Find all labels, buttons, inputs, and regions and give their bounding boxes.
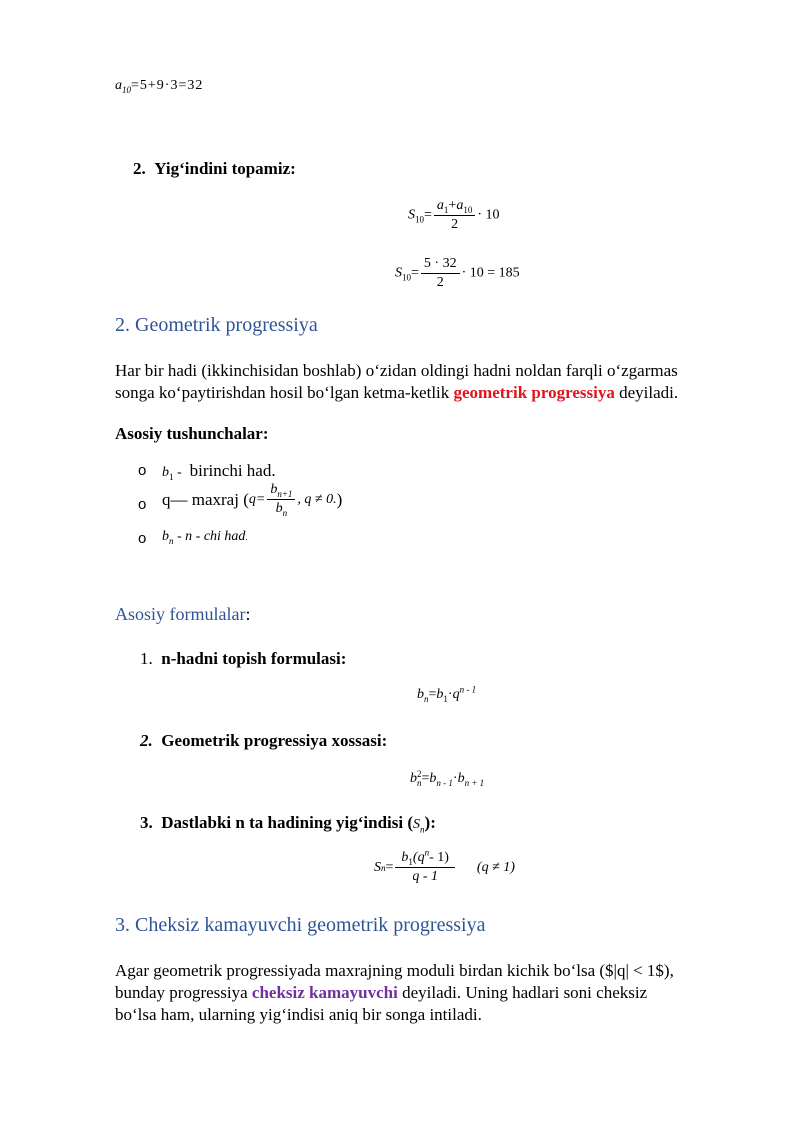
fraction-numerator [434,198,475,216]
formula-symbol: b [436,687,444,702]
property-formula [410,770,484,788]
formula-symbol: b [162,465,169,480]
formula-symbol: S [413,817,421,832]
fraction-denominator: q - 1 [412,869,438,884]
formula-superscript: 2 [417,769,422,779]
formula1-heading [140,648,346,670]
list-number: 3. [140,813,153,832]
formula-symbol: a [436,198,444,213]
formula-subscript: n [417,778,422,788]
formula-operator: · [452,771,458,787]
formula-symbol: S [408,207,415,223]
fraction-numerator [267,482,295,500]
list-number: 2. [140,731,153,750]
fraction [395,847,455,885]
formula-equals: = [424,207,432,223]
fraction-denominator: 2 [436,275,444,290]
formula-symbol: q [452,687,460,702]
formula-title: n-hadni topish formulasi: [161,649,347,668]
formula-dot: . [245,532,248,542]
formula-equals: = [411,265,419,281]
formula-tail: - 1) [429,850,449,865]
formula-condition: (q ≠ 1) [476,859,515,875]
formula-symbol: b [401,850,409,865]
formula-title-close: ): [424,813,436,832]
sum-n-formula: S n = $\frac{b_1(q^n- 1)}{q - 1}$ (q ≠ 1) [374,847,515,884]
fraction [434,198,475,233]
formula-subscript: n + 1 [464,778,485,789]
section3-line-1: Agar geometrik progressiyada maxrajning moduli birdan kichik bo‘lsa ($|q| < 1$), [115,961,674,980]
formulas-title: Asosiy formulalar [115,604,246,624]
formula-symbol: b [270,482,278,497]
formula-tail: · 10 [477,207,500,223]
bullet-item-bn [162,529,248,545]
step2-text: Yig‘indini topamiz: [154,159,296,178]
paragraph-text: deyiladi. Uning hadlari soni cheksiz [397,983,648,1002]
fraction [421,256,460,291]
formula-subscript: 1 [443,693,448,704]
formula-symbol: S [374,859,381,875]
definition-text: songa ko‘paytirishdan hosil bo‘lgan ketma-ketlik [115,383,454,402]
step2-heading [133,158,296,180]
formula-subscript: 10 [122,84,131,95]
formula-subscript: n [420,824,425,835]
formula-subscript: n - 1 [436,778,453,789]
bullet-item-q [162,482,342,517]
formula-subscript: 10 [463,204,473,215]
a10-formula [115,78,203,94]
fraction-denominator [276,500,288,517]
paragraph-text: bunday progressiya [115,983,252,1002]
formula-symbol: b [410,771,417,787]
formula-symbol: b [275,501,283,516]
formula-subscript: 10 [402,272,411,283]
formula-lhs: q= [248,491,266,507]
formula3-heading [140,812,436,836]
formula-tail: · 10 = 185 [461,265,520,281]
formula-symbol: b [162,529,169,544]
formula-subscript: n [169,535,174,546]
section3-line-2 [115,982,647,1004]
definition-text: deyiladi. [614,383,679,402]
definition-line-1: Har bir hadi (ikkinchisidan boshlab) o‘zidan oldingi hadni noldan farqli o‘zgarmas [115,361,678,380]
formula-superscript: n [424,847,430,858]
sum-formula-1 [408,198,499,233]
section-heading-geometric: 2. Geometrik progressiya [115,314,318,336]
formula-paren: (q [412,850,425,865]
bullet-text: birinchi had. [189,461,276,480]
formula-operator: + [448,198,457,213]
step2-number: 2. [133,159,146,178]
formula-operator: · [447,687,453,702]
formula-equals: = [428,687,437,702]
fraction-numerator: 5 · 32 [421,256,460,274]
definition-highlight: geometrik progressiya [453,383,615,402]
formula-subscript: 1 [408,856,413,867]
section-heading-infinite: 3. Cheksiz kamayuvchi geometrik progressiya [115,914,486,936]
bullet-marker: o [138,462,147,479]
formula-symbol: b [457,771,465,787]
formula-title: Dastlabki n ta hadining yig‘indisi ( [161,813,414,832]
section3-line-3: bo‘lsa ham, ularning yig‘indisi aniq bir songa intiladi. [115,1005,482,1024]
bullet-text: ) [336,489,343,509]
bullet-marker: o [138,496,147,513]
formulas-heading [115,604,251,625]
formula-symbol: a [456,198,464,213]
fraction [267,482,295,517]
concepts-title: Asosiy tushunchalar: [115,424,269,443]
list-number: 1. [140,649,153,668]
formula-rhs: =5+9·3=32 [131,78,204,93]
formula-subscript: n [282,507,288,518]
formula-dash: - [173,465,182,480]
formula-subscript: 1 [443,204,449,215]
formula-symbol: b [429,771,437,787]
sum-formula-2 [395,256,520,291]
bullet-marker: o [138,530,147,547]
formula-superscript: n - 1 [459,684,477,695]
formulas-colon: : [245,604,251,624]
formula-symbol: S [395,265,402,281]
definition-line-2 [115,382,678,404]
formula-equals: = [421,771,430,787]
formula-subscript: n+1 [277,488,293,499]
formula-symbol: b [417,687,424,702]
formula-symbol: a [115,78,122,93]
nth-term-formula [417,684,477,704]
fraction-numerator [395,847,455,868]
formula-text: - n - chi had [173,529,246,544]
formula-subscript: 1 [169,472,174,483]
fraction-denominator: 2 [451,217,459,232]
formula-condition: , q ≠ 0. [297,491,337,507]
formula-title: Geometrik progressiya xossasi: [161,731,388,750]
formula-subscript: 10 [415,214,424,225]
formula2-heading [140,730,387,752]
bullet-item-b1 [162,460,276,482]
formula-subscript: n [424,693,429,704]
paragraph-highlight: cheksiz kamayuvchi [251,983,398,1002]
formula-equals: = [385,859,394,875]
bullet-text: q— maxraj ( [162,489,249,509]
